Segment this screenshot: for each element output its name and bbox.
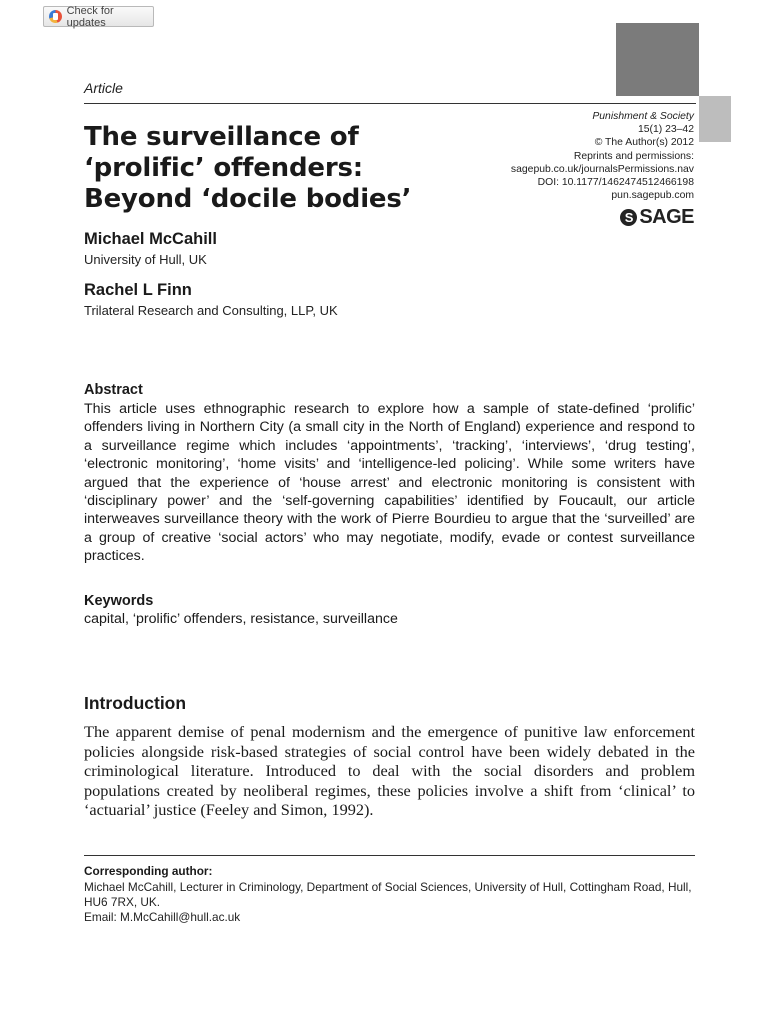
corresponding-author-heading: Corresponding author:: [84, 864, 213, 878]
sage-s-icon: S: [620, 209, 637, 226]
journal-reprints: Reprints and permissions:: [573, 150, 694, 162]
sage-logo: [620, 206, 694, 229]
corresponding-author-address: Michael McCahill, Lecturer in Criminology, Department of Social Sciences, University of Hull, Cottingham Road, Hull, HU6 7RX, UK.: [84, 880, 692, 910]
keywords-text: capital, ‘prolific’ offenders, resistance, surveillance: [84, 611, 398, 627]
footnote-rule: [84, 855, 695, 856]
introduction-heading: Introduction: [84, 693, 187, 713]
sage-logo-text: SAGE: [639, 206, 694, 228]
introduction-text: The apparent demise of penal modernism and the emergence of punitive law enforcement policies alongside risk-based strategies of social control have been widely debated in the criminological literature. Introduced to deal with the social disorders and problem populations created by neoliberal regimes, these policies involve a shift from ‘clinical’ to ‘actuarial’ justice (Feeley and Simon, 1992).: [84, 722, 695, 820]
journal-name: Punishment & Society: [592, 111, 694, 122]
journal-copyright: © The Author(s) 2012: [594, 137, 694, 149]
corresponding-author-details: [84, 880, 695, 926]
author-name: Michael McCahill: [84, 230, 217, 248]
abstract-heading: Abstract: [84, 382, 143, 398]
crossmark-icon: [49, 10, 62, 23]
article-title: The surveillance of ‘prolific’ offenders: Beyond ‘docile bodies’: [84, 122, 412, 214]
abstract-text: This article uses ethnographic research to explore how a sample of state-defined ‘prolific’ offenders living in Northern City (a small city in the North of England) experience and respond to a surveillance regime which includes ‘appointments’, ‘tracking’, ‘interviews’, ‘drug testing’, ‘electronic monitoring’, ‘home visits’ and ‘intelligence-led policing’. While some writers have argued that the experience of ‘house arrest’ and electronic monitoring is consistent with ‘disciplinary power’ and the ‘self-governing capabilities’ identified by Foucault, our article interweaves surveillance theory with the work of Pierre Bourdieu to argue that the ‘surveilled’ are a group of creative ‘social actors’ who may negotiate, modify, evade or contest surveillance practices.: [84, 401, 695, 565]
author-affiliation: University of Hull, UK: [84, 252, 207, 267]
journal-site-link[interactable]: pun.sagepub.com: [611, 190, 694, 202]
journal-permissions-link[interactable]: sagepub.co.uk/journalsPermissions.nav: [510, 163, 694, 175]
author-affiliation: Trilateral Research and Consulting, LLP, UK: [84, 303, 338, 318]
keywords-heading: Keywords: [84, 593, 154, 609]
check-for-updates-button[interactable]: [43, 6, 154, 27]
journal-doi[interactable]: DOI: 10.1177/1462474512466198: [537, 177, 694, 189]
journal-info: [464, 110, 694, 202]
journal-issue: 15(1) 23–42: [637, 124, 694, 136]
author-name: Rachel L Finn: [84, 281, 192, 299]
check-for-updates-label: Check for updates: [66, 4, 114, 29]
decorative-grey-tab: [699, 96, 731, 142]
article-type-label: Article: [84, 80, 123, 96]
decorative-grey-block: [616, 23, 699, 96]
header-rule: [84, 103, 696, 104]
corresponding-author-email[interactable]: Email: M.McCahill@hull.ac.uk: [84, 910, 241, 925]
